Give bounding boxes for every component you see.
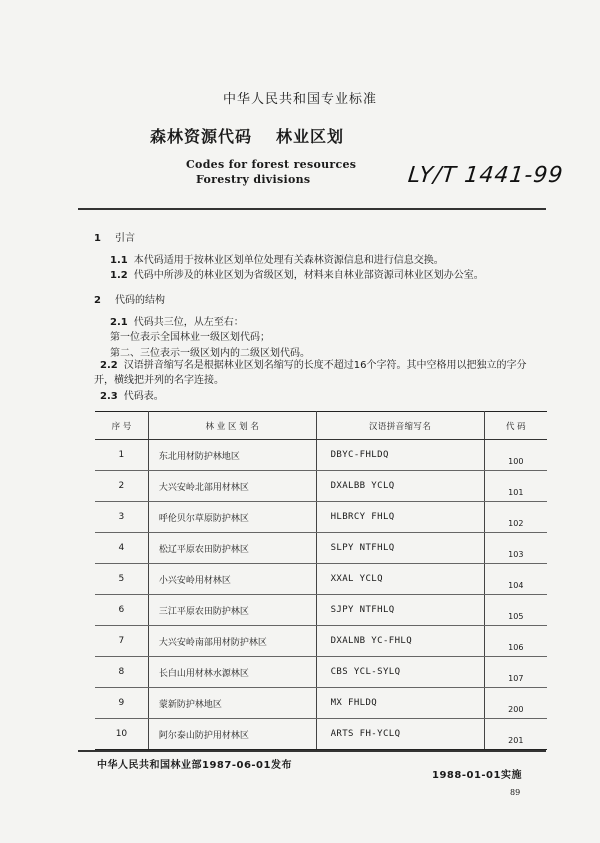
row-seq: 5 — [95, 564, 148, 595]
table-row — [95, 502, 547, 533]
section-2-number: 2 — [94, 295, 101, 306]
row-seq: 9 — [95, 688, 148, 719]
row-code-value: 102 — [508, 518, 524, 528]
table-body — [95, 440, 547, 750]
paragraph-2-1-line-b: 第二、三位表示一级区划内的二级区划代码。 — [110, 348, 310, 359]
row-abbr: XXAL YCLQ — [316, 564, 484, 595]
page-number: 89 — [510, 788, 521, 797]
paragraph-2-3-number: 2.3 — [100, 391, 118, 402]
row-seq: 7 — [95, 626, 148, 657]
row-abbr: ARTS FH-YCLQ — [316, 719, 484, 750]
row-name: 大兴安岭北部用材林区 — [148, 471, 316, 502]
row-code — [484, 471, 547, 502]
table-row — [95, 626, 547, 657]
paragraph-2-3 — [100, 387, 164, 402]
paragraph-1-1-number: 1.1 — [110, 255, 128, 266]
row-code — [484, 595, 547, 626]
title-cn-part2: 林业区划 — [276, 127, 345, 146]
table-row — [95, 719, 547, 750]
section-1-title: 引言 — [114, 233, 135, 244]
title-cn-part1: 森林资源代码 — [150, 127, 253, 146]
table-row — [95, 595, 547, 626]
row-code — [484, 719, 547, 750]
table-row — [95, 564, 547, 595]
row-seq: 8 — [95, 657, 148, 688]
row-name: 大兴安岭南部用材防护林区 — [148, 626, 316, 657]
section-1-number: 1 — [94, 233, 101, 244]
paragraph-2-1-text: 代码共三位，从左至右： — [133, 317, 244, 328]
paragraph-2-1-number: 2.1 — [110, 317, 128, 328]
row-code-value: 101 — [508, 487, 524, 497]
table-row — [95, 471, 547, 502]
header-abbr: 汉语拼音缩写名 — [316, 412, 484, 440]
row-abbr: DXALBB YCLQ — [316, 471, 484, 502]
paragraph-2-2-text: 汉语拼音缩写名是根据林业区划名缩写的长度不超过16个字符。其中空格用以把独立的字分 — [123, 360, 527, 371]
document-title-en-line2: Forestry divisions — [196, 173, 311, 186]
row-seq: 1 — [95, 440, 148, 471]
row-abbr: DXALNB YC-FHLQ — [316, 626, 484, 657]
row-code-value: 200 — [508, 704, 524, 714]
paragraph-1-1-text: 本代码适用于按林业区划单位处理有关森林资源信息和进行信息交换。 — [133, 255, 444, 266]
table-row — [95, 657, 547, 688]
table-row — [95, 440, 547, 471]
paragraph-1-2-text: 代码中所涉及的林业区划为省级区划，材料来自林业部资源司林业区划办公室。 — [133, 270, 484, 281]
row-abbr: DBYC-FHLDQ — [316, 440, 484, 471]
implementation-date: 1988-01-01实施 — [432, 770, 522, 781]
row-code-value: 105 — [508, 611, 524, 621]
table-header-row — [95, 412, 547, 440]
row-name: 东北用材防护林地区 — [148, 440, 316, 471]
row-seq: 2 — [95, 471, 148, 502]
document-title-en-line1: Codes for forest resources — [186, 158, 357, 171]
row-name: 长白山用材林水源林区 — [148, 657, 316, 688]
row-code — [484, 626, 547, 657]
section-1-heading — [94, 229, 135, 244]
row-code-value: 201 — [508, 735, 524, 745]
row-code-value: 107 — [508, 673, 524, 683]
section-2-heading — [94, 291, 165, 306]
row-seq: 3 — [95, 502, 148, 533]
issued-by: 中华人民共和国林业部1987-06-01发布 — [97, 760, 292, 771]
paragraph-2-1-line-a: 第一位表示全国林业一级区划代码； — [110, 332, 270, 343]
paragraph-2-2-continuation: 开，横线把并列的名字连接。 — [94, 375, 224, 386]
row-abbr: MX FHLDQ — [316, 688, 484, 719]
row-code — [484, 502, 547, 533]
row-code-value: 106 — [508, 642, 524, 652]
row-abbr: SJPY NTFHLQ — [316, 595, 484, 626]
row-seq: 6 — [95, 595, 148, 626]
row-name: 松辽平原农田防护林区 — [148, 533, 316, 564]
header-name: 林 业 区 划 名 — [148, 412, 316, 440]
paragraph-2-3-text: 代码表。 — [123, 391, 164, 402]
row-abbr: SLPY NTFHLQ — [316, 533, 484, 564]
row-abbr: CBS YCL-SYLQ — [316, 657, 484, 688]
paragraph-1-2 — [110, 266, 484, 281]
row-seq: 10 — [95, 719, 148, 750]
row-code-value: 104 — [508, 580, 524, 590]
row-code — [484, 564, 547, 595]
row-code — [484, 533, 547, 564]
row-code — [484, 657, 547, 688]
document-title-cn — [150, 124, 344, 147]
row-abbr: HLBRCY FHLQ — [316, 502, 484, 533]
table-row — [95, 688, 547, 719]
table-row — [95, 533, 547, 564]
row-name: 小兴安岭用材林区 — [148, 564, 316, 595]
row-code — [484, 440, 547, 471]
paragraph-1-1 — [110, 251, 444, 266]
paragraph-1-2-number: 1.2 — [110, 270, 128, 281]
row-name: 呼伦贝尔草原防护林区 — [148, 502, 316, 533]
footer-rule — [78, 750, 546, 752]
paragraph-2-2-number: 2.2 — [100, 360, 118, 371]
header-rule — [78, 208, 546, 210]
header-seq: 序 号 — [95, 412, 148, 440]
standard-type: 中华人民共和国专业标准 — [222, 92, 377, 107]
header-code: 代 码 — [484, 412, 547, 440]
row-code — [484, 688, 547, 719]
paragraph-2-1 — [110, 313, 244, 328]
section-2-title: 代码的结构 — [114, 295, 165, 306]
row-seq: 4 — [95, 533, 148, 564]
code-table — [95, 411, 547, 750]
row-code-value: 103 — [508, 549, 524, 559]
row-name: 三江平原农田防护林区 — [148, 595, 316, 626]
paragraph-2-2 — [100, 356, 526, 371]
row-name: 阿尔泰山防护用材林区 — [148, 719, 316, 750]
standard-code-handwritten: LY/T 1441-99 — [406, 163, 565, 188]
row-code-value: 100 — [508, 456, 524, 466]
row-name: 蒙新防护林地区 — [148, 688, 316, 719]
